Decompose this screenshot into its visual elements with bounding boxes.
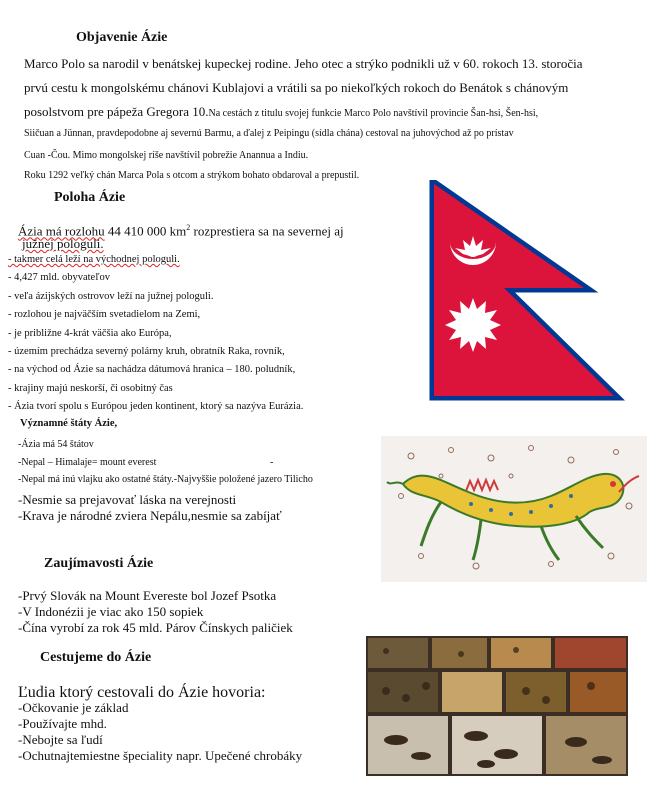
list-item: - Ázia tvorí spolu s Európou jeden kontinent, ktorý sa nazýva Eurázia. [8,401,304,413]
list-item: -Nesmie sa prejavovať láska na verejnosti [18,492,237,507]
discovery-line-4: Siičuan a Jünnan, pravdepodobne aj severnú Barmu, a ďalej z Peipingu (sídla chána) cestoval na juhovýchod až po prístav [24,128,514,139]
dash-mark: - [270,456,274,468]
location-intro-sup: 2 [186,223,191,232]
list-item: - krajiny majú neskorší, či osobitný čas [8,382,173,394]
discovery-line-2: prvú cestu k mongolskému chánovi Kublajovi a vrátili sa po niekoľkých rokoch do Benátok s chánovým [24,80,569,95]
countries-small-list [18,436,313,489]
location-intro-line2 [22,236,104,252]
section-title-countries: Významné štáty Ázie, [20,418,118,429]
travel-list [18,700,302,764]
countries-large-list [18,492,282,524]
dragon-drawing [381,436,647,582]
list-item: - je približne 4-krát väčšia ako Európa, [8,327,172,339]
list-item: -Ázia má 54 štátov [18,439,94,450]
discovery-line-3-large: posolstvom pre pápeža Gregora 10. [24,104,209,119]
list-item: -Čína vyrobí za rok 45 mld. Párov Čínskych paličiek [18,620,293,635]
list-item: - rozlohou je najväčším svetadielom na Zemi, [8,309,201,321]
list-item: - takmer celá leží na východnej pologuli. [8,254,180,265]
list-item: -Používajte mhd. [18,716,107,731]
discovery-line-5: Cuan -Čou. Mimo mongolskej ríše navštívil pobrežie Anannua a Indiu. [24,150,309,161]
list-item: - na východ od Ázie sa nachádza dátumová hranica – 180. poludník, [8,364,296,376]
facts-list [18,588,293,636]
list-item: -Nepal – Himalaje= mount everest - [18,454,313,472]
location-intro-line2-text: južnej pologuli. [22,236,104,251]
discovery-line-3-small: Na cestách z titulu svojej funkcie Marco Polo navštívil provincie Šan-hsi, Šen-hsi, [208,108,539,119]
list-item: - územím prechádza severný polárny kruh, obratník Raka, rovník, [8,346,285,358]
location-intro-part3: rozprestiera sa na severnej aj [190,223,344,239]
location-intro-part2: 44 410 000 km [104,223,187,239]
list-item: -Očkovanie je základ [18,700,129,715]
list-item: -Nepal má inú vlajku ako ostatné štáty.-Najvyššie položené jazero Tilicho [18,474,313,485]
location-intro-part1: Ázia má rozlohu [18,223,105,239]
travel-intro: Ľudia ktorý cestovali do Ázie hovoria: [18,684,266,701]
section-title-facts: Zaujímavosti Ázie [44,556,154,571]
list-item: - veľa ázijských ostrovov leží na južnej pologuli. [8,290,214,302]
list-item: -V Indonézii je viac ako 150 sopiek [18,604,204,619]
discovery-line-3 [24,102,538,124]
list-item: -Ochutnajtemiestne špeciality napr. Upečené chrobáky [18,748,303,763]
discovery-line-6: Roku 1292 veľký chán Marca Pola s otcom a strýkom bohato obdaroval a prepustil. [24,170,360,181]
location-list [8,251,303,417]
list-item: - 4,427 mld. obyvateľov [8,272,110,284]
nepal-flag [428,180,648,402]
discovery-line-1: Marco Polo sa narodil v benátskej kupeckej rodine. Jeho otec a strýko podnikli už v 60. rokoch 13. storočia [24,56,583,71]
section-title-location: Poloha Ázie [54,190,126,205]
section-title-discovery: Objavenie Ázie [76,30,168,45]
section-title-travel: Cestujeme do Ázie [40,650,152,665]
list-item: -Nebojte sa ľudí [18,732,103,747]
market-photo [366,636,628,776]
list-item: -Krava je národné zviera Nepálu,nesmie sa zabíjať [18,508,282,523]
list-item: -Prvý Slovák na Mount Evereste bol Jozef Psotka [18,588,277,603]
